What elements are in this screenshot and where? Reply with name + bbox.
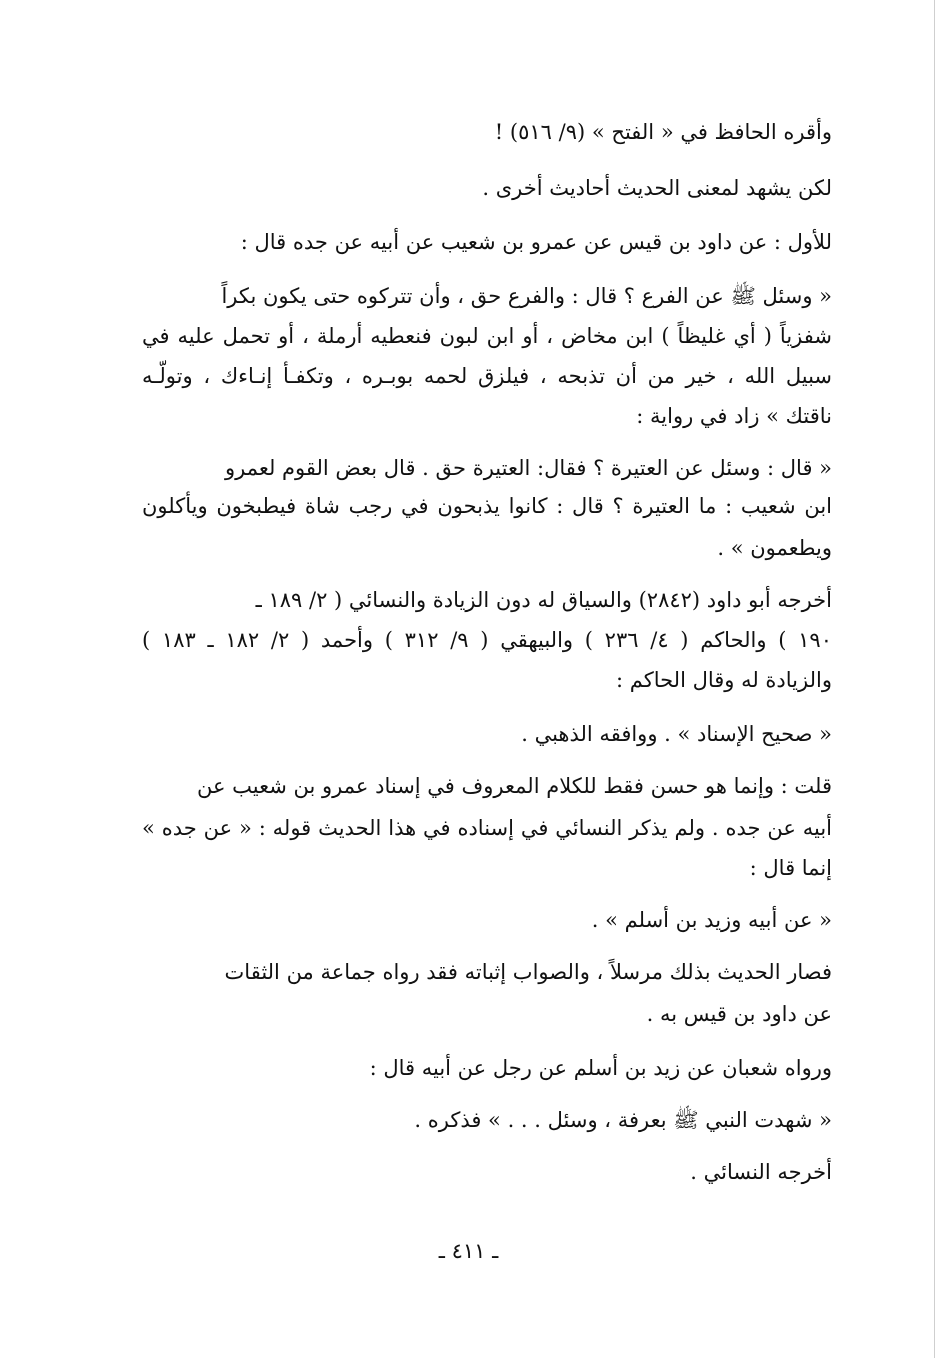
text-line-9: ابن شعيب : ما العتيرة ؟ قال : كانوا يذبحون في رجب شاة فيطبخون ويأكلون xyxy=(142,494,832,518)
text-line-1: وأقره الحافظ في « الفتح » (٩/ ٥١٦) ! xyxy=(494,120,832,144)
text-line-22: « شهدت النبي ﷺ بعرفة ، وسئل . . . » فذكره . xyxy=(414,1108,832,1132)
text-line-10: ويطعمون » . xyxy=(717,536,832,560)
text-line-17: إنما قال : xyxy=(749,856,832,880)
text-line-4: « وسئل ﷺ عن الفرع ؟ قال : والفرع حق ، وأن تتركوه حتى يكون بكراً xyxy=(221,284,832,308)
text-line-11: أخرجه أبو داود (٢٨٤٢) والسياق له دون الزيادة والنسائي ( ٢/ ١٨٩ ـ xyxy=(255,588,832,612)
page-number: ـ ٤١١ ـ xyxy=(438,1239,499,1263)
text-line-20: عن داود بن قيس به . xyxy=(646,1002,832,1026)
page-edge-line xyxy=(934,0,935,1358)
text-line-21: ورواه شعبان عن زيد بن أسلم عن رجل عن أبيه قال : xyxy=(369,1056,832,1080)
text-line-2: لكن يشهد لمعنى الحديث أحاديث أخرى . xyxy=(482,176,832,200)
text-line-15: قلت : وإنما هو حسن فقط للكلام المعروف في إسناد عمرو بن شعيب عن xyxy=(196,774,832,798)
text-line-3: للأول : عن داود بن قيس عن عمرو بن شعيب عن أبيه عن جده قال : xyxy=(240,230,832,254)
text-line-6: سبيل الله ، خير من أن تذبحه ، فيلزق لحمه بوبـره ، وتكفـأ إنـاءك ، وتولّـه xyxy=(142,364,832,388)
text-line-5: شفزياً ( أي غليظاً ) ابن مخاض ، أو ابن لبون فنعطيه أرملة ، أو تحمل عليه في xyxy=(142,324,832,348)
text-line-14: « صحيح الإسناد » . ووافقه الذهبي . xyxy=(521,722,832,746)
text-line-12: ١٩٠ ) والحاكم ( ٤/ ٢٣٦ ) والبيهقي ( ٩/ ٣١٢ ) وأحمد ( ٢/ ١٨٢ ـ ١٨٣ ) xyxy=(142,628,832,652)
text-line-23: أخرجه النسائي . xyxy=(690,1160,832,1184)
text-line-19: فصار الحديث بذلك مرسلاً ، والصواب إثباته فقد رواه جماعة من الثقات xyxy=(224,960,832,984)
text-line-18: « عن أبيه وزيد بن أسلم » . xyxy=(591,908,832,932)
text-line-7: ناقتك » زاد في رواية : xyxy=(636,404,832,428)
text-line-13: والزيادة له وقال الحاكم : xyxy=(616,668,832,692)
text-line-8: « قال : وسئل عن العتيرة ؟ فقال: العتيرة حق . قال بعض القوم لعمرو xyxy=(224,456,832,480)
text-line-16: أبيه عن جده . ولم يذكر النسائي في إسناده في هذا الحديث قوله : « عن جده » xyxy=(142,816,832,840)
